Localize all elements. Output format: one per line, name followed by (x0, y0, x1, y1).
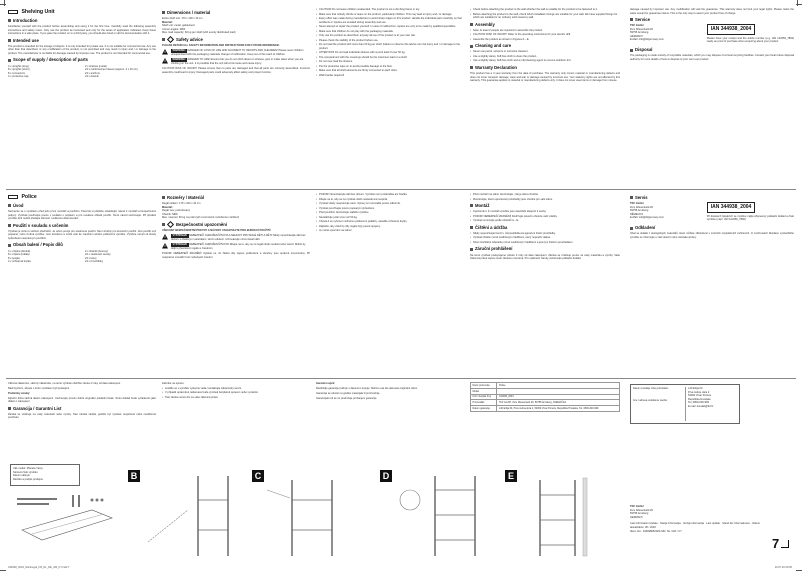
guarantee-text: Záruční doba začíná datem zakoupení. Uschovejte prosím dobře originální pokladní lístek. Tento doklad bude vyžadován jako důkaz o zakoupení. (8, 396, 156, 404)
en-disposal-text: The packaging is made entirely of recyclable materials, which you may dispose of at local recycling facilities. Contact your local refuse disposal authority for more details of how to dispose of your worn-out product. (630, 54, 794, 61)
figure-a (12, 490, 122, 556)
page-number-block (772, 535, 789, 553)
guarantee-text: Záruka se vztahuje na vady materiálu nebo výroby. Tato záruka zaniká, jestliže byl výrobek nesprávně nebo neodborně používán. (8, 412, 156, 420)
table-row (471, 406, 620, 412)
cz-column-1 (8, 193, 156, 376)
en-dims-row: Corner angles: MDF (162, 27, 186, 31)
en-service-address-line: TKF GmbH (630, 24, 644, 28)
en-cleaning-item: • Never use petrol, solvents or corrosive cleaners. (470, 50, 620, 54)
side-box-address: Tel. 0800-000-999 (688, 401, 709, 404)
guarantee-side-box (630, 384, 740, 424)
guarantee-table-column (470, 382, 620, 462)
cz-urceni-text: Výrobek je určen k uložení předmětů. Je určen pouze pro soukromé použití. Není vhodný pro komerční použití. Jiné použití než popsané, nebo změna výrobku, není dovoleno a může vést ke zraněním a/nebo poškození výrobku. Výrobce neručí za škody způsobené nesprávným použitím. (8, 229, 156, 240)
en-assembly-item: • Assemble the product as shown in Figures A – E. (470, 38, 620, 42)
cz-servis-address-line: Zum Wiesenkeld 20 (630, 205, 653, 209)
guarantee-text: Garancijski rok se ne produžuje pružanjem garancije. (316, 396, 378, 400)
print-footer-right: 10.07.20 09:35 (774, 566, 792, 569)
en-intended-use-heading: Intended use (8, 38, 156, 44)
imprint-address: GERMANY (630, 515, 644, 519)
cz-column-4 (470, 193, 620, 376)
en-part-item: 8 x uprights (short) (8, 68, 30, 72)
crop-mark (796, 570, 802, 571)
en-safety-item: • Every effort was made during manufacture to avoid sharp edges on this product. Handle the individual parts carefully, so that accidents or injuries are avoided during assembly and use. (316, 17, 464, 24)
figure-e (505, 470, 625, 560)
cz-likvidace-text: Obal se skládá z ekologických materiálů, které můžete zlikvidovat v místních recyklačních zařízeních. O možnostech likvidace vysloužilého výrobku se informujte u vaší obecní nebo městské správy. (630, 232, 794, 239)
cz-urceni-heading: Použití v souladu s určením (8, 223, 156, 229)
en-safety-item: • Make sure that all shelf elements are firmly connected to each other. (316, 69, 464, 73)
en-safety-item: • Before attaching the product to the wall, check which installation fixings are suitable for your wall. We have supplied fixings for which are suitable for an ordinary solid masonry wall. (470, 13, 620, 20)
figure-c-drawing (252, 470, 372, 560)
guarantee-heading: Garancija / Garantni List (8, 406, 156, 412)
cz-rozsah-heading: Obsah balení / Popis dílů (8, 242, 156, 248)
shelving-unit-icon (8, 10, 18, 14)
cz-rozmery-row: Max. nosnost: 60 kg na polici (při rovnoměrně rozloženém zatížení) (162, 216, 240, 220)
corner-mark-icon (781, 540, 789, 548)
en-part-item: 24 x dowels (85, 75, 99, 79)
cz-cisteni-item: • Silné znečištění odstraňte mírně navlhčeným hadříkem a jemným čisticím prostředkem. (470, 241, 620, 245)
cz-safety-item: • Zajistěte, aby všechny díly regálu byly pevně spojeny. (316, 225, 464, 229)
en-assembly-heading: Assembly (470, 22, 620, 28)
cz-rozmery-row: Regál celkem: 176 x 100 x 40 cm (162, 202, 201, 206)
en-cleaning-heading: Cleaning and care (470, 43, 620, 49)
side-box-address: Prva Jedna ulica 2 (688, 390, 710, 394)
table-cell: L40 Erlija 60, Prva Jedna ulica 2, 52000 Vrsar Poreča, Republika Hrvatska, Tel. 0800-000-999 (497, 406, 620, 412)
en-caution-text: CAUTION! RISK OF INJURY! Please ensure that no parts are damaged and that all parts are correctly assembled. Incorrect assembly could lead to injury. Damaged parts could adversely affect safety and proper function. (162, 67, 310, 74)
cz-likvidace-heading: Odkladení (630, 225, 794, 231)
cz-part-item: 8 x vzpěra (krátká) (8, 253, 30, 257)
cz-part-item: 24 x kotvy (85, 256, 97, 260)
en-column-1 (8, 8, 156, 188)
cz-safety-item: • Před montáží na stěnu zkontrolujte, zda je stěna vhodná. (470, 193, 620, 197)
cz-safety-item: • Dbejte na to, aby se na výrobek nikdo nestavěl ani neopíral. (316, 198, 464, 202)
figure-label: D (380, 470, 392, 482)
label-box-line: Sériové číslo výrobku (13, 470, 38, 474)
warning-triangle-icon (162, 58, 168, 64)
cz-safety-item: • Před použitím zkontrolujte stabilitu výrobku. (316, 211, 464, 215)
en-safety-item: • Only use the product as described, anyway all use of the product is at your own risk. (316, 34, 464, 38)
table-cell: Datum garancije (471, 406, 497, 412)
figure-e-drawing (505, 470, 625, 560)
figure-label: C (252, 470, 264, 482)
en-scope-heading: Scope of supply / description of parts (8, 57, 156, 63)
band-divider (6, 378, 796, 379)
guarantee-text: Razdoblje garancije počinje s datumom kupnje. Molimo vas da sačuvate originalni račun. (316, 386, 418, 390)
cz-safety-item: • Chcete-li se vyhnout možnému poškození podlahy, nasaďte ochranné krytky. (316, 220, 464, 224)
cz-rozmery-row: Regál: kov, pozinkovaný (162, 209, 190, 213)
cz-servis-address-line: E-Mail: info@tkfgermany.com (630, 216, 664, 220)
en-safety-item: • Wall bracket required! (316, 74, 464, 78)
cz-servis-note: Při dotazech týkajících se výrobku mějte připravený pokladní doklad a číslo výrobku (např. IAN 123456_7890). (706, 214, 794, 222)
warning-icon (167, 221, 174, 228)
en-column-3 (316, 8, 464, 188)
en-safety-item: • Never attempt to repair the product yourself. In case of malfunction, repairs are only to be made by qualified specialists. (316, 25, 464, 29)
side-box-address: L40 Erlija 60 (688, 387, 703, 390)
imprint-address: 59755 Arnsberg (630, 512, 649, 515)
shelving-unit-icon (8, 195, 18, 199)
guarantee-text: Začněte na opravu: (162, 382, 185, 385)
en-dims-heading: Dimensions / material (162, 10, 310, 16)
en-service-block (630, 24, 794, 45)
cz-warning-2 (162, 243, 310, 250)
en-safety-item: • Please check the stability of the product before use. (316, 39, 464, 43)
guarantee-text: Rádi bychom, abyste s tímto výrobkem byli spokojeni. (8, 386, 70, 390)
guarantee-column-1 (8, 382, 156, 462)
en-service-address-line: 59755 Arnsberg (630, 31, 649, 35)
cz-column-3 (316, 193, 464, 376)
en-disposal-heading: Disposal (630, 47, 794, 53)
cz-cisteni-item: • Nikdy nepoužívejte benzín, rozpouštědla ani agresivní čisticí prostředky. (470, 232, 620, 236)
en-safety-item: • Check before attaching the product to the wall whether the wall is suitable for the product to be fastened to it. (470, 8, 620, 12)
table-cell: Naziv proizvoda (471, 383, 497, 389)
en-warning-1 (162, 49, 310, 56)
cz-safety-item: • POZOR! Nenechávejte děti bez dozoru. Výrobek není prolézačka ani hračka. (316, 193, 464, 197)
table-cell: Proizvođač (471, 400, 497, 406)
figure-c (252, 470, 372, 560)
en-cleaning-item: • Use a slightly damp, fluff-free cloth and a mild cleaning agent to remove stubborn dirt. (470, 59, 620, 63)
figure-d-drawing (380, 470, 500, 560)
guarantee-label-box (10, 464, 80, 486)
cz-safety-item: • Výrobek používejte pouze popsaným způsobem. (316, 207, 464, 211)
table-cell: Model (471, 388, 497, 394)
en-service-heading: Service (630, 17, 794, 23)
en-safety-item: • Do not over-load the shelves. (316, 60, 464, 64)
cz-part-item: 24 x zesilovací vsuvky (85, 253, 111, 257)
cz-part-item: 4 x ochranná krytka (8, 260, 31, 264)
side-box-sign: Ime i adresa ovlaštene osobe: (633, 398, 668, 402)
label-box-line: Váš model: Planeta Yaroy (13, 467, 43, 470)
warning-icon (167, 36, 174, 43)
cz-column-5 (630, 193, 794, 376)
table-cell: TKF GmbH, Zum Wiesenkeld 20, 59755 Arnsberg, NJEMAČKA (497, 400, 620, 406)
en-part-item: 24 x reinforcement sleeve (approx. 4 x 15 cm) (85, 68, 138, 72)
guarantee-service-table (470, 382, 620, 412)
table-cell: Police (497, 383, 620, 389)
cz-ian-number: IAN 344938_2004 (707, 202, 756, 213)
figure-d (380, 470, 500, 560)
cz-uvod-heading: Úvod (8, 203, 156, 209)
en-column-5 (630, 8, 794, 188)
warning-tag: WARNING! (172, 49, 186, 53)
en-warranty-continued: damage caused by improper use. Any modification will void the guarantee. This warranty does not limit your legal rights. Please retain the sales receipt for guarantee claims. This is the only way to assert your product free of charge. (630, 8, 794, 15)
cz-warning-1 (162, 234, 310, 241)
cz-servis-block (630, 202, 794, 223)
en-warning-2 (162, 58, 310, 65)
side-box-address: 52000 Vrsar Poreca (688, 394, 711, 397)
en-safety-item: • Make sure that children do not play with the packaging materials. (316, 30, 464, 34)
cz-safety-item: • Nezatěžujte polici více než 60 kg. (316, 216, 464, 220)
warning-tag: VÝSTRAHA! (172, 243, 188, 247)
crop-mark (0, 4, 6, 5)
cz-cisteni-heading: Čištění a údržba (470, 225, 620, 231)
band-divider (6, 189, 796, 190)
en-column-2 (162, 8, 310, 188)
guarantee-column-3 (316, 382, 464, 462)
cz-part-item: 2 x úhelník (kovový) (85, 249, 109, 253)
cz-part-item: 24 x hmoždinky (85, 260, 104, 264)
label-box-line: Datum nákupu (13, 474, 30, 477)
side-box-title: Datum predaje robe potrošaču: (633, 387, 669, 390)
table-cell: IAN / Serijski broj (471, 394, 497, 400)
en-safety-item: • ATTENTION! Do not load individual shelves with a point load of over 60 kg. (316, 51, 464, 55)
warning-triangle-icon (162, 234, 168, 240)
en-service-address-line: E-Mail: info@tkfgermany.com (630, 38, 664, 42)
en-cleaning-item: • Use a slightly damp, fluff-free cloth to clean the product. (470, 55, 620, 59)
cz-safety-item: • Zkontrolujte, které upevňovací prostředky jsou vhodné pro vaši stěnu. (470, 198, 620, 202)
cz-montaz-item: • POZOR! NEBEZPEČÍ ZRANĚNÍ! Dodržujte návod k obsluze vaší vrtačky. (470, 215, 620, 219)
warning-text: NEBEZPEČÍ OHROŽENÍ ŽIVOTA! Dbejte na to, aby se na regál nikdo nevěšel nebo nelezl. Mohlo by dojít k převrácení regálu a zraněním. (171, 243, 306, 250)
imprint-address: Zum Wiesenkeld 20 (630, 508, 653, 512)
cz-safety-item: • Je nutné upevnění na stěnu! (316, 229, 464, 233)
cz-rozmery-row: Materiál: (162, 205, 173, 209)
cz-safety-item: • Výrobek nikdy neopravujte sami. Opravy smí provádět pouze odborník. (316, 202, 464, 206)
imprint-id: Ident.-No.: 344938052020-GB / NL / HR / CY (630, 530, 682, 534)
imprint-address: TKF GmbH (630, 505, 644, 508)
warning-triangle-icon (162, 243, 168, 249)
cz-part-item: 4 x vzpěra (dlouhá) (8, 249, 31, 253)
en-intro-text: Familiarise yourself with the product before assembling and using it for the first time. Carefully read the following assembly instructions and safety notes. Only use the product as instructed and only for the areas of application indicated. Keep these instructions in a safe place. If you pass the product on to a third party, you should also hand on all the documentation with it. (8, 25, 156, 36)
warning-text: DANGER TO LIFE! Ensure that you do not climb about on shelves, give or make place when you are climbing on the unit. It is possible that the unit will come loose and cause injury. (171, 58, 304, 65)
en-part-item: 4 x protective cap (8, 75, 29, 79)
en-dims-row: Material: (162, 20, 173, 24)
en-warranty-text: This product has a 3 year warranty from the date of purchase. The warranty only covers material or manufacturing defects and does not cover transport damage, wear and tear or damage caused by incorrect use. Your statutory rights are not affected by this warranty. This guarantee applies to material or manufacturing defects only. It does not cover wear items or damage from misuse. (470, 72, 620, 83)
guarantee-column-2 (162, 382, 310, 462)
en-intended-use-text: The product is intended for the storage of objects. It is only intended for private use. It is not suitable for commercial use. Any use other than that described, or any modification of the product, is not permitted and may result in injury and / or damage to the product. The manufacturer is not liable for damage caused by improper use. The product is not intended for commercial use. (8, 44, 156, 55)
figure-a-drawing (12, 490, 122, 556)
cz-servis-address-line: 59755 Arnsberg (630, 209, 649, 213)
figure-b (128, 470, 248, 560)
en-dims-row: Shelf unit: metal, galvanised (162, 24, 195, 28)
cz-uvod-text: Seznamte se s výrobkem před jeho první montáží a použitím. Pozorně si přečtěte následující návod k montáži a bezpečnostní pokyny. Výrobek používejte pouze v souladu s popisem a pro uvedené oblasti použití. Tento návod uschovejte. Při předání výrobku třetí osobě předejte zároveň i veškerou dokumentaci. (8, 210, 156, 221)
en-part-item: 2 x shelves (metal) (85, 64, 107, 68)
en-product-title: Shelving Unit (8, 9, 156, 16)
en-safety-item: • The compartment with the coverings should be the maximum load on a shelf. (316, 56, 464, 60)
guarantee-text: Garancija se odnosi na greške materijala ili proizvodnje. (316, 391, 381, 395)
cz-part-item: 8 x spojka (8, 256, 20, 260)
cz-column-2 (162, 193, 310, 376)
en-intro-heading: Introduction (8, 18, 156, 24)
side-box-address: E-mail: kontakt@tkf.hr (688, 404, 714, 408)
imprint-column (630, 505, 760, 555)
en-dims-row: Max. load capacity: 60 kg per shelf (with evenly distributed load) (162, 31, 236, 35)
cz-bezpecnost-heading: Bezpečnostní upozornění (162, 222, 310, 228)
en-safety-item: • CAUTION! Do not leave children unattended. The product is not a climbing frame or toy. (316, 8, 464, 12)
warning-text: DANGER OF LOSS OF LIFE AND ACCIDENT TO INFANTS AND CHILDREN! Please never children unsupervised with the packaging materials. Danger of suffocation. Keep out of the reach of children. (171, 49, 304, 56)
cz-zaruka-text: Na tento výrobek poskytujeme záruku 3 roky od data zakoupení. Záruka se vztahuje pouze na vady materiálu a výroby. Vaše zákonná práva nejsou touto zárukou omezena. Pro uplatnění záruky uschovejte pokladní doklad. (470, 253, 620, 261)
en-safety-item: • Make sure that nobody climbs or leans on the product, particularly children. This may lead to injury and / or damage. (316, 13, 464, 17)
en-safety-item: • Put the protective caps on to avoid possible damage to the floor. (316, 65, 464, 69)
warning-tag: WARNING! (172, 58, 186, 62)
warning-text: NEBEZPEČÍ OHROŽENÍ ŽIVOTA A NEHODY PRO MALÉ DĚTI A DĚTI! Nikdy nenechávejte děti bez dozoru s obalovým materiálem. Hrozí udušení. Uchovávejte mimo dosah dětí. (171, 234, 306, 241)
page-number: 7 (772, 536, 780, 551)
cz-product-title: Police (8, 194, 156, 201)
warning-tag: VÝSTRAHA! (172, 234, 188, 238)
cz-bezpecnost-intro: VŠECHNY BEZPEČNOSTNÍ POKYNY A NÁVODY USCHOVEJTE PRO BUDOUCÍ POUŽITÍ! (162, 228, 271, 232)
cz-parts-list (8, 250, 156, 264)
crop-mark (0, 570, 6, 571)
en-ian-number: IAN 344938_2004 (707, 24, 756, 35)
guarantee-item: • Jestliže se u výrobku vyskytne vada, kontaktujte zákaznický servis. (162, 387, 310, 391)
cz-pozor-text: POZOR! NEBEZPEČÍ ZRANĚNÍ! Ujistěte se, že žádné díly nejsou poškozené a všechny jsou správně smontovány. Při nesprávné montáži hrozí nebezpečí zranění. (162, 252, 310, 259)
cz-montaz-heading: Montáž (470, 203, 620, 209)
cz-servis-address-line: NĚMECKO (630, 212, 644, 216)
en-column-4 (470, 8, 620, 188)
en-dims-row: Entire shelf unit: 176 x 100 x 40 cm (162, 17, 203, 21)
side-box-address: Republika Hrvatska (688, 397, 711, 401)
en-assembly-item: • Note: At least 2 people are required to assemble the product. (470, 29, 620, 33)
en-safety-intro: PLEASE RETAIN ALL SAFETY INFORMATION AND INSTRUCTIONS FOR FUTURE REFERENCE! (162, 43, 280, 47)
en-service-address-line: GERMANY (630, 34, 644, 38)
guarantee-item: • Tato záruka nemá vliv na vaše zákonná práva. (162, 396, 310, 400)
guarantee-text: Podmínky záruky: (8, 391, 31, 395)
table-cell: 344938_2004 (497, 394, 620, 400)
figure-label: B (128, 470, 140, 482)
imprint-note: Last Information Update · Stanje informacija · Verzija informacija · Last update · Stand der Informationen · Dátum aktualizácie: 06 / 2020 (630, 522, 760, 529)
cz-rozmery-row: Úhelník: MDF (162, 212, 178, 216)
guarantee-text: Vážená zákaznice, vážený zákazníku, na tento výrobek obdržíte záruku 3 roky od data zakoupení. (8, 382, 121, 385)
warning-triangle-icon (162, 49, 168, 55)
en-service-note: Please have your receipt and the article number (e.g. IAN 123456_7890) ready as proof of purchase when enquiring about your product. (706, 36, 794, 44)
en-parts-list (8, 65, 156, 79)
cz-cisteni-item: • Výrobek čistěte mírně navlhčeným hadříkem, který nepouští vlákna. (470, 236, 620, 240)
figure-b-drawing (128, 470, 248, 560)
cz-montaz-item: • Upozornění: K montáži výrobku jsou zapotřebí alespoň 2 osoby. (470, 210, 620, 214)
figure-label: E (505, 470, 517, 482)
crop-mark (4, 0, 5, 6)
en-part-item: 8 x connectors (8, 71, 25, 75)
cz-rozmery-heading: Rozměry / Materiál (162, 195, 310, 201)
en-warranty-heading: Warranty Declaration (470, 65, 620, 71)
en-part-item: 4 x uprights (long) (8, 64, 29, 68)
guarantee-text: Garantni uvjeti: (316, 382, 336, 385)
cz-zaruka-heading: Záruční prohlášení (470, 246, 620, 252)
en-service-address-line: Zum Wiesenkeld 20 (630, 27, 653, 31)
en-safety-item: • Do not load the product with more than 60 kg per shelf. Failure to observe this advice can risk injury and / or damage to the product. (316, 43, 464, 50)
crop-mark (797, 0, 798, 6)
en-assembly-item: • CAUTION! RISK OF INJURY! Refer to the operating instructions for your electric drill. (470, 33, 620, 37)
cz-servis-heading: Servis (630, 195, 794, 201)
cz-servis-address-line: TKF GmbH (630, 202, 644, 206)
cz-montaz-item: • Výrobek smontujte podle obrázků A – E. (470, 219, 620, 223)
en-part-item: 24 x anchors (85, 71, 100, 75)
en-safety-heading: Safety advice (162, 37, 310, 43)
print-footer-left: 344908_2004_Werkregal_FR_NL_DE_GB_CY.indd 7 (8, 566, 70, 569)
guarantee-item: • V případě oprávněné reklamace bude výrobek bezplatně opraven nebo vyměněn. (162, 391, 310, 395)
label-box-line: Razítko a podpis prodejce (13, 477, 43, 481)
